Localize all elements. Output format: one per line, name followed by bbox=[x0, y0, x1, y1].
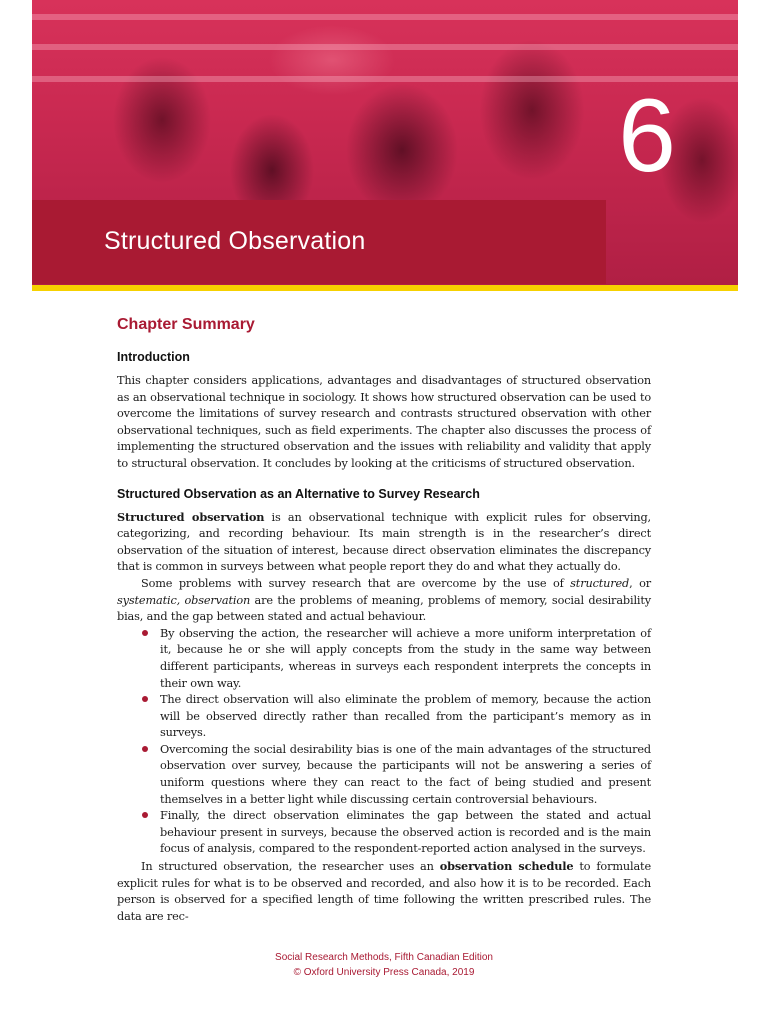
term-structured-observation: Structured observation bbox=[117, 509, 265, 524]
survey-problems-paragraph bbox=[117, 576, 651, 626]
chapter-summary-heading: Chapter Summary bbox=[117, 316, 255, 333]
definition-text: is an observational technique with explicit rules for observing, categorizing, and recording behaviour. Its main strength is in the researcher’s direct observation of the situation of interest, because direct observation eliminates the discrepancy that is common in surveys between what people report they do and what they actually do. bbox=[117, 510, 651, 574]
list-item-text: By observing the action, the researcher will achieve a more uniform interpretation of it, because he or she will apply concepts from the study in the same way between different participants, whereas in surveys each respondent interprets the concepts in their own way. bbox=[160, 626, 651, 690]
list-item-text: Finally, the direct observation eliminates the gap between the stated and actual behaviour present in surveys, because the observed action is recorded and is the main focus of analysis, compared to the respondent-reported action analysed in the surveys. bbox=[160, 809, 651, 856]
paragraph-text: are the problems of meaning, problems of memory, social desirability bias, and the gap between stated and actual behaviour. bbox=[117, 593, 651, 624]
bullet-icon bbox=[142, 812, 148, 818]
bullet-icon bbox=[142, 630, 148, 636]
advantages-list bbox=[117, 626, 651, 858]
list-item bbox=[160, 692, 651, 742]
chapter-content bbox=[117, 316, 651, 925]
paragraph-text: , or bbox=[629, 576, 651, 590]
copyright-line: © Oxford University Press Canada, 2019 bbox=[293, 967, 475, 978]
paragraph-text: In structured observation, the researcher uses an bbox=[141, 860, 440, 874]
shelf-band bbox=[32, 14, 738, 20]
term-structured: structured bbox=[570, 576, 630, 590]
bullet-icon bbox=[142, 746, 148, 752]
bullet-icon bbox=[142, 696, 148, 702]
structured-observation-definition bbox=[117, 509, 651, 576]
paragraph-text: to formulate explicit rules for what is to be observed and recorded, and also how it is to be recorded. Each person is observed for a specified length of time following the written prescribed rules. The data are rec- bbox=[117, 860, 651, 923]
gold-divider bbox=[32, 285, 738, 291]
shelf-band bbox=[32, 44, 738, 50]
list-item bbox=[160, 626, 651, 692]
chapter-title-band bbox=[32, 200, 606, 284]
list-item-text: The direct observation will also eliminate the problem of memory, because the action will be observed directly rather than recalled from the participant’s memory as in surveys. bbox=[160, 693, 651, 740]
page-footer bbox=[0, 950, 768, 980]
term-systematic-observation: systematic, observation bbox=[117, 593, 251, 607]
book-edition-line: Social Research Methods, Fifth Canadian Edition bbox=[275, 952, 493, 963]
survey-alternative-heading: Structured Observation as an Alternative to Survey Research bbox=[117, 486, 480, 501]
term-observation-schedule: observation schedule bbox=[439, 859, 574, 874]
introduction-paragraph: This chapter considers applications, advantages and disadvantages of structured observation as an observational technique in sociology. It shows how structured observation can be used to overcome the limitations of survey research and contrasts structured observation with other observational techniques, such as field experiments. The chapter also discusses the process of implementing the structured observation and the issues with reliability and validity that apply to structural observation. It concludes by looking at the criticisms of structured observation. bbox=[117, 374, 651, 470]
list-item-text: Overcoming the social desirability bias is one of the main advantages of the structured observation over survey, because the participants will not be answering a series of uniform questions where they can react to the fact of being studied and present themselves in a better light while discussing certain controversial behaviours. bbox=[160, 742, 651, 806]
paragraph-text: Some problems with survey research that are overcome by the use of bbox=[141, 576, 571, 590]
introduction-heading: Introduction bbox=[117, 350, 190, 364]
chapter-banner-photo bbox=[32, 0, 738, 286]
chapter-number: 6 bbox=[618, 78, 676, 194]
chapter-title: Structured Observation bbox=[104, 227, 366, 255]
list-item bbox=[160, 808, 651, 858]
list-item bbox=[160, 742, 651, 808]
observation-schedule-paragraph bbox=[117, 858, 651, 925]
